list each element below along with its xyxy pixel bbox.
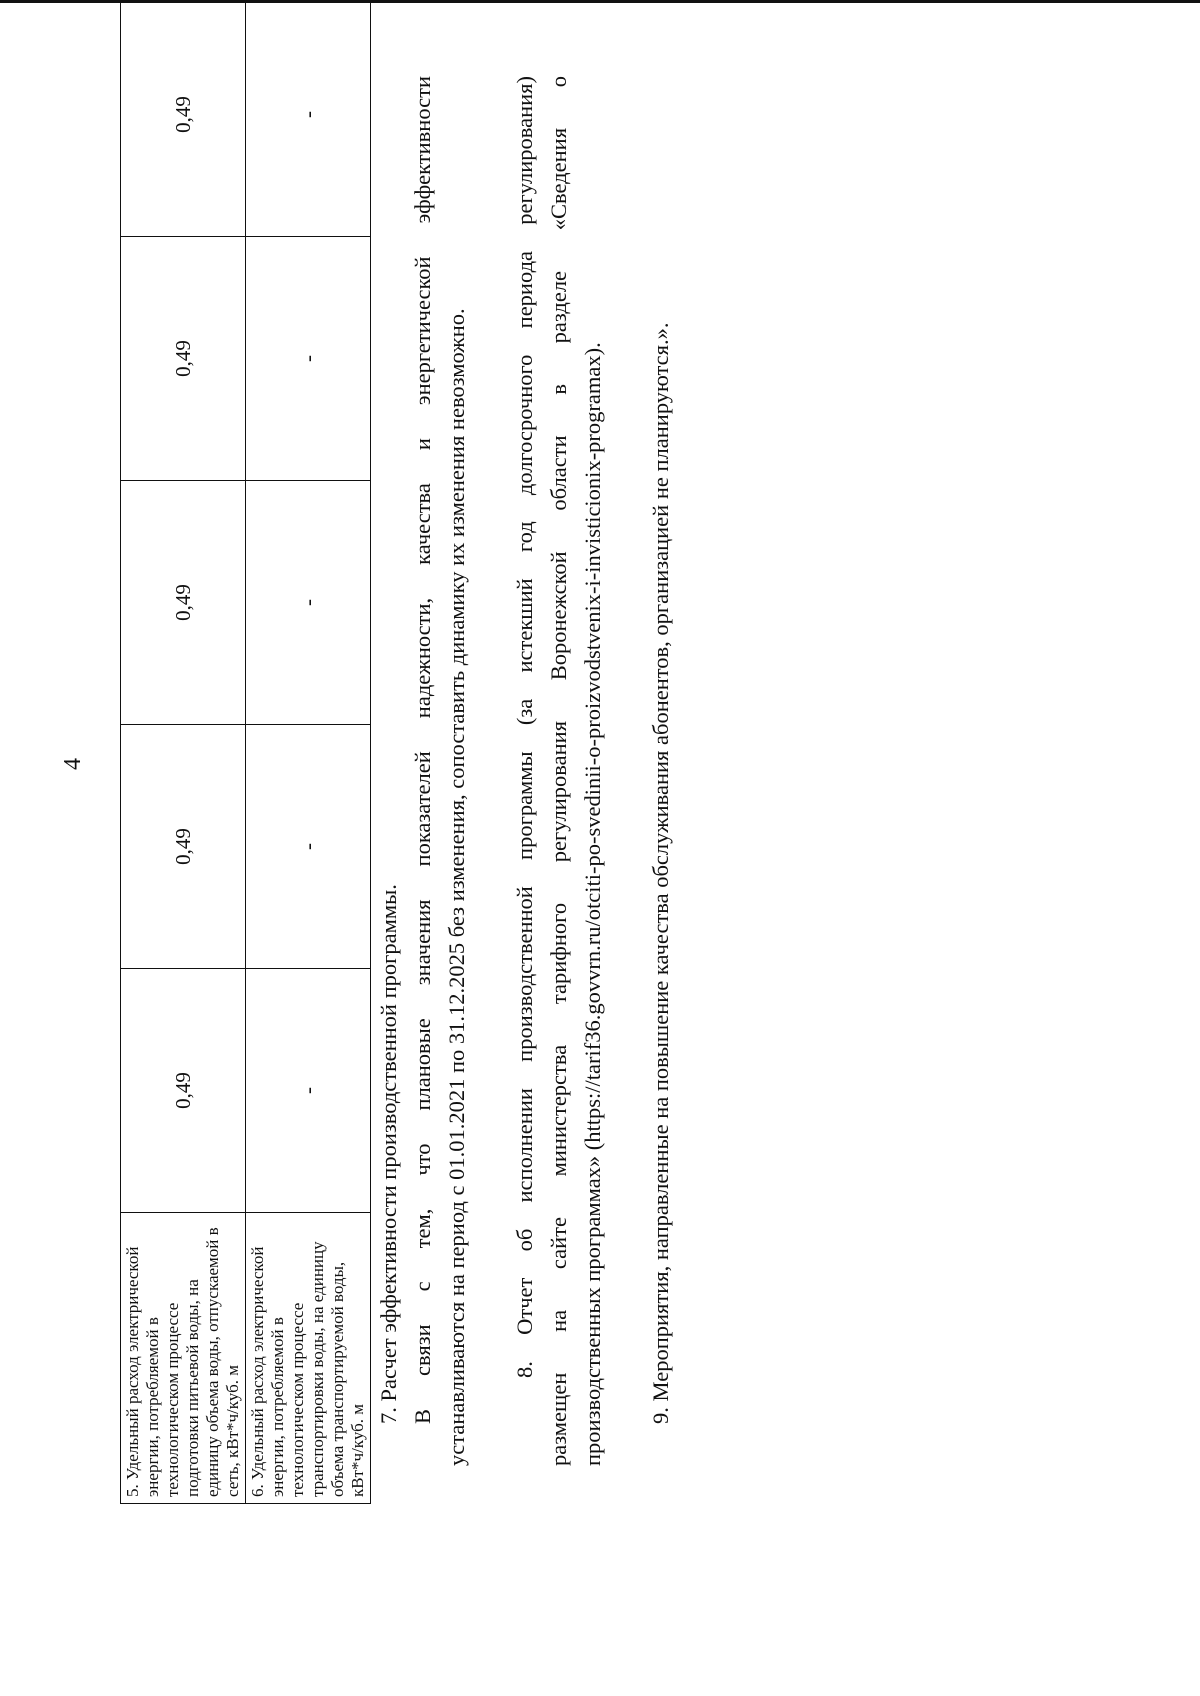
row-value: - [246, 237, 371, 481]
row-value: 0,49 [121, 969, 246, 1213]
body-text [372, 76, 678, 1466]
row-label: 5. Удельный расход электрической энергии, потребляемой в технологическом процессе подготовки питьевой воды, на единицу объема воды, отпускаемой в сеть, кВт*ч/куб. м [121, 1213, 246, 1504]
row-value: 0,49 [121, 237, 246, 481]
section-8-line-2: размещен на сайте министерства тарифного регулирования Воронежской области в разделе «Сведения о [546, 76, 571, 1466]
row-label: 6. Удельный расход электрической энергии, потребляемой в технологическом процессе транспортировки воды, на единицу объема транспортируемой воды, кВт*ч/куб. м [246, 1213, 371, 1504]
row-value: - [246, 969, 371, 1213]
row-value: 0,49 [121, 0, 246, 237]
section-9-line-1: 9. Мероприятия, направленные на повышение качества обслуживания абонентов, организацией не планируются.». [648, 322, 673, 1424]
section-7-line-1: В связи с тем, что плановые значения показателей надежности, качества и энергетической эффективности [410, 76, 435, 1424]
row-value: - [246, 0, 371, 237]
page-edge-rule [0, 0, 1200, 3]
section-8-line-1: 8. Отчет об исполнении производственной программы (за истекший год долгосрочного периода регулирования) [512, 76, 537, 1378]
section-7-heading: 7. Расчет эффективности производственной программы. [376, 884, 401, 1424]
row-value: 0,49 [121, 481, 246, 725]
section-7-line-2: устанавливаются на период с 01.01.2021 по 31.12.2025 без изменения, сопоставить динамику их изменения невозможно. [444, 308, 469, 1466]
indicators-table [120, 0, 371, 1504]
table-row [246, 0, 371, 1504]
section-8-line-3: производственных программах» (https://tarif36.govvrn.ru/otciti-po-svedinii-o-proizvodstvenix-i-invisticionix-programax). [580, 342, 605, 1466]
row-value: - [246, 725, 371, 969]
row-value: 0,49 [121, 725, 246, 969]
row-value: - [246, 481, 371, 725]
page-number: 4 [60, 758, 86, 770]
table-row [121, 0, 246, 1504]
